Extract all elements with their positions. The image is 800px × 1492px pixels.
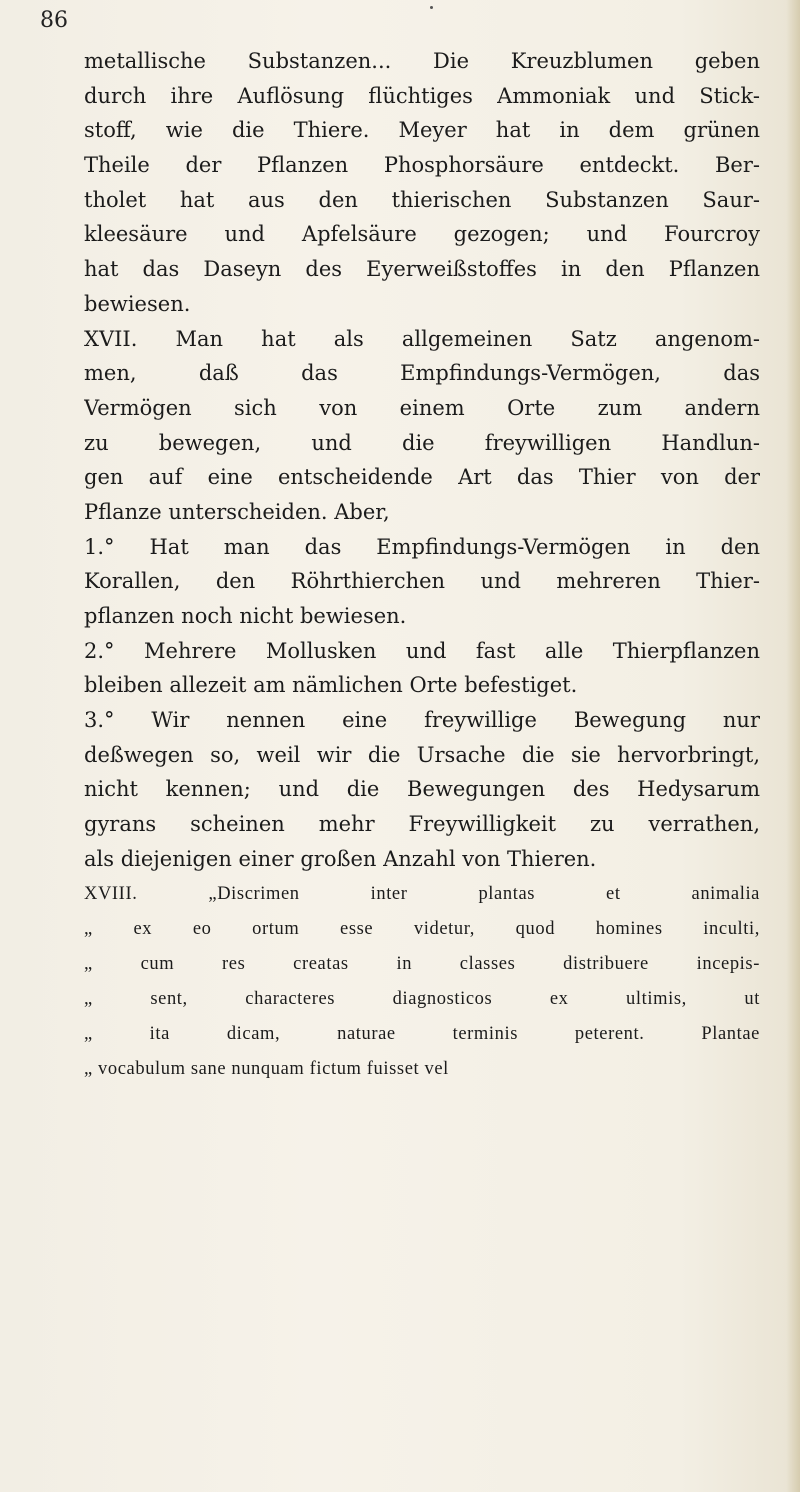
- section-xvii-line: XVII. Man hat als allgemeinen Satz angenom-: [84, 326, 760, 351]
- latin-line: „ ita dicam, naturae terminis peterent. Plantae: [84, 1023, 760, 1044]
- text-line: Pflanze unterscheiden. Aber,: [84, 499, 390, 524]
- list-item-2-line: 2.° Mehrere Mollusken und fast alle Thierpflanzen: [84, 638, 760, 663]
- text-line: tholet hat aus den thierischen Substanzen Saur-: [84, 187, 760, 212]
- list-item-3-line: 3.° Wir nennen eine freywillige Bewegung nur: [84, 708, 760, 733]
- page-number: 86: [40, 8, 68, 33]
- text-line: stoff, wie die Thiere. Meyer hat in dem grünen: [84, 118, 760, 143]
- text-line: men, daß das Empfindungs-Vermögen, das: [84, 361, 760, 386]
- text-line: als diejenigen einer großen Anzahl von Thieren.: [84, 846, 597, 871]
- text-line: nicht kennen; und die Bewegungen des Hedysarum: [84, 777, 760, 802]
- text-line: pflanzen noch nicht bewiesen.: [84, 604, 407, 628]
- text-line: bleiben allezeit am nämlichen Orte befestiget.: [84, 673, 578, 698]
- text-line: deßwegen so, weil wir die Ursache die sie hervorbringt,: [84, 742, 760, 767]
- latin-line: „ sent, characteres diagnosticos ex ultimis, ut: [84, 988, 760, 1009]
- text-line: gyrans scheinen mehr Freywilligkeit zu verrathen,: [84, 812, 760, 837]
- text-line: durch ihre Auflösung flüchtiges Ammoniak und Stick-: [84, 83, 760, 108]
- text-line: Korallen, den Röhrthierchen und mehreren Thier-: [84, 569, 760, 594]
- latin-line: „ ex eo ortum esse videtur, quod homines inculti,: [84, 918, 760, 939]
- text-line: kleesäure und Apfelsäure gezogen; und Fourcroy: [84, 222, 760, 247]
- text-line: Vermögen sich von einem Orte zum andern: [84, 395, 760, 420]
- latin-quotation: [84, 877, 760, 1087]
- latin-line: „ cum res creatas in classes distribuere incepis-: [84, 953, 760, 974]
- page-edge-shadow: [786, 0, 800, 1492]
- ink-speck: [430, 6, 433, 9]
- text-line: gen auf eine entscheidende Art das Thier von der: [84, 465, 760, 490]
- list-item-1-line: 1.° Hat man das Empfindungs-Vermögen in den: [84, 534, 760, 559]
- text-line: zu bewegen, und die freywilligen Handlun-: [84, 430, 760, 455]
- body-text: [84, 44, 760, 1087]
- section-xviii-line: XVIII. „Discrimen inter plantas et animalia: [84, 883, 760, 904]
- text-line: Theile der Pflanzen Phosphorsäure entdeckt. Ber-: [84, 153, 760, 178]
- text-line: hat das Daseyn des Eyerweißstoffes in den Pflanzen: [84, 257, 760, 282]
- text-line: metallische Substanzen... Die Kreuzblumen geben: [84, 49, 760, 73]
- text-line: bewiesen.: [84, 291, 191, 316]
- latin-line: „ vocabulum sane nunquam fictum fuisset vel: [84, 1058, 449, 1079]
